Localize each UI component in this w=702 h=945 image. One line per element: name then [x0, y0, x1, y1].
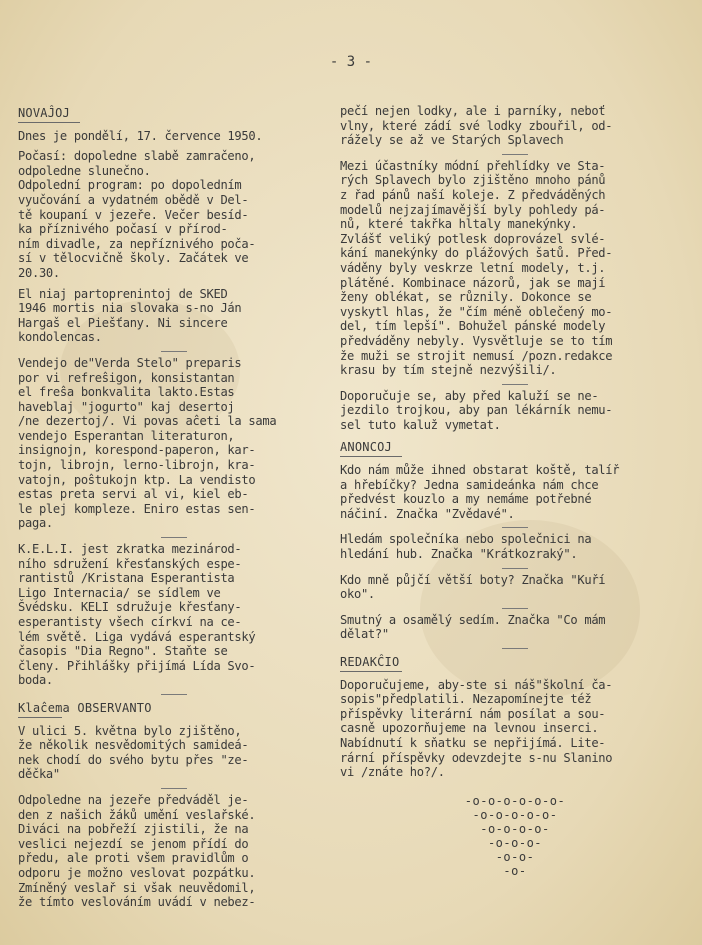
ornament-line: -o-	[503, 863, 527, 878]
separator	[502, 568, 528, 569]
heading-underline	[340, 456, 402, 457]
heading-underline	[18, 717, 62, 718]
editorial-paragraph: Doporučujeme, aby-ste si náš"školní ča- sopis"předplatili. Nezapomínejte též příspěvky literární nám posílat a sou- casně upozorňujeme na levnou inserci. Nabídnutí k sňatku se nepřijímá. Lite- rární příspěvky odevzdejte s-nu Slanino vi /znáte ho?/.	[340, 677, 613, 780]
news-paragraph: El niaj partoprenintoj de SKED 1946 mortis nia slovaka s-no Ján Hargaš el Piešťany. Ni sincere kondolencas.	[18, 286, 242, 345]
left-column	[18, 104, 330, 916]
separator	[502, 527, 528, 528]
separator	[502, 154, 528, 155]
ornament-line: -o-o-o-o-	[480, 821, 550, 836]
observanto-heading: Klaĉema OBSERVANTO	[18, 700, 152, 715]
continued-paragraph: Mezi účastníky módní přehlídky ve Sta- rých Splavech bylo zjištěno mnoho pánů z řad pánů naší koleje. Z předváděných modelů nejzajímavější byly pohledy pá- nů, které takřka hltaly manekýnky. Zvlášť veliký potlesk doprovázel svlé- kání manekýnky do plážových šatů. Před- váděny byly veskrze letní modely, t.j. plátěné. Kombinace názorů, jak se mají ženy oblékat, se různily. Dokonce se vyskytl hlas, že "čím méně oblečený mo- del, tím lepší". Bohužel pánské modely předváděny nebyly. Vysvětluje se to tím že muži se strojit nemusí /pozn.redakce krasu by tím stejně nezvýšili/.	[340, 158, 613, 378]
news-paragraph: Vendejo de"Verda Stelo" preparis por vi refreŝigon, konsistantan el freŝa bonkvalita lakto.Estas haveblaj "jogurto" kaj desertoj /ne dezertoj/. Vi povas aĉeti la sama vendejo Esperantan literaturon, insignojn, korespond-paperon, kar- tojn, librojn, lerno-librojn, kra- vatojn, poŝtukojn ktp. La vendisto estas preta servi al vi, kiel eb- le plej kompleze. Eniro estas sen- paga.	[18, 355, 277, 531]
right-column	[340, 104, 690, 878]
separator	[502, 384, 528, 385]
ornament-line: -o-o-o-o-o-	[472, 807, 558, 822]
separator	[161, 788, 187, 789]
ornament-line: -o-o-o-	[487, 835, 543, 850]
ad-item: Kdo nám může ihned obstarat koště, talíř a hřebíčky? Jedna samideánka nám chce předvést kouzlo a my nemáme potřebné náčiní. Značka "Zvědavé".	[340, 463, 620, 521]
separator	[161, 694, 187, 695]
continued-paragraph: pečí nejen lodky, ale i parníky, neboť vlny, které zádí své lodky zbouřil, od- rážely se až ve Starých Splavech	[340, 104, 613, 148]
ornament-line: -o-o-o-o-o-o-	[464, 793, 566, 808]
heading-underline	[340, 671, 402, 672]
editorial-heading: REDAKĈIO	[340, 655, 400, 669]
page-number: - 3 -	[329, 54, 373, 70]
ad-item: Kdo mně půjčí větší boty? Značka "Kuří oko".	[340, 572, 606, 602]
ornament-triangle	[340, 794, 690, 878]
separator	[161, 537, 187, 538]
separator	[502, 648, 528, 649]
ornament-line: -o-o-	[495, 849, 535, 864]
ads-heading: ANONCOJ	[340, 440, 392, 455]
news-paragraph: K.E.L.I. jest zkratka mezinárod- ního sdružení křesťanských espe- rantistů /Kristana Esperantista Ligo Internacia/ se sídlem ve Švédsku. KELI sdružuje křesťany- esperantisty všech církví na ce- lém světě. Liga vydává esperantský časopis "Dia Regno". Staňte se členy. Přihlášky přijímá Lída Svo- boda.	[18, 542, 256, 688]
separator	[502, 608, 528, 609]
news-paragraph: Počasí: dopoledne slabě zamračeno, odpoledne slunečno. Odpolední program: po dopoledním vyučování a vydatném obědě v Del- tě koupaní v jezeře. Večer besíd- ka příznivého počasí v přírod- ním divadle, za nepříznivého poča- sí v tělocvičně školy. Začátek ve 20.30.	[18, 149, 256, 280]
continued-paragraph: Doporučuje se, aby před kaluží se ne- jezdilo trojkou, aby pan lékárník nemu- sel tuto kaluž vymetat.	[340, 388, 613, 432]
observanto-paragraph: V ulici 5. května bylo zjištěno, že několik nesvědomitých samideá- nek chodí do svého bytu přes "ze- děčka"	[18, 723, 249, 782]
news-paragraph: Dnes je pondělí, 17. července 1950.	[18, 128, 263, 143]
ad-item: Smutný a osamělý sedím. Značka "Co mám dělat?"	[340, 612, 606, 642]
observanto-paragraph: Odpoledne na jezeře předváděl je- den z našich žáků umění veslařské. Diváci na pobřeží zjistili, že na veslici nejezdí se jenom přídí do předu, ale proti všem pravidlům o odporu je možno veslovat pozpátku. Zmíněný veslař si však neuvědomil, že tímto veslováním uvádí v nebez-	[18, 792, 256, 910]
separator	[161, 351, 187, 352]
ad-item: Hledám společníka nebo společnici na hledání hub. Značka "Krátkozraký".	[340, 532, 592, 562]
news-heading: NOVAĴOJ	[18, 106, 70, 120]
heading-underline	[18, 122, 80, 123]
